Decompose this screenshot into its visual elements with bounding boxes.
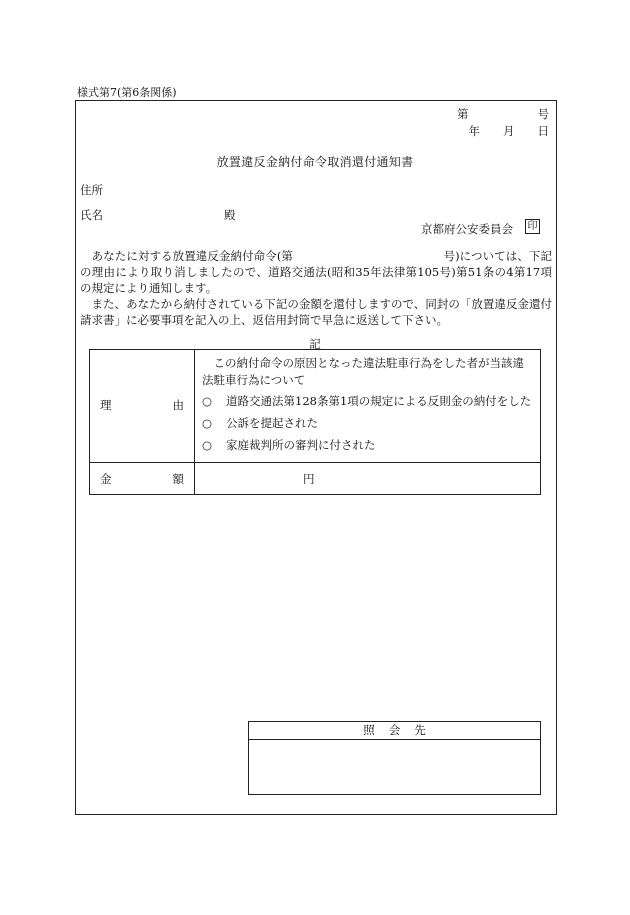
notice-paragraph-2: また、あなたから納付されている下記の金額を還付しますので、同封の「放置違反金還付請求書」に必要事項を記入の上、返信用封筒で早急に返送して下さい。 (80, 297, 552, 327)
seal-stamp: 印 (525, 219, 540, 234)
reason-option (202, 415, 318, 431)
reason-label-left: 理 (100, 398, 112, 412)
document-number: 第 号 (457, 107, 549, 121)
reason-option-text: 道路交通法第128条第1項の規定による反則金の納付をした (226, 394, 532, 408)
issuer-name: 京都府公安委員会 (421, 222, 513, 236)
reason-lead-text: この納付命令の原因となった違法駐車行為をした者が当該違法駐車行為について (202, 356, 524, 387)
form-caption: 様式第7(第6条関係) (77, 86, 177, 99)
circle-mark-icon: ○ (202, 416, 213, 430)
circle-mark-icon: ○ (202, 438, 213, 452)
reference-box (248, 721, 541, 795)
column-divider (194, 350, 195, 494)
reason-option-text: 家庭裁判所の審判に付された (226, 438, 376, 452)
notice-paragraph-1: あなたに対する放置違反金納付命令(第 号)については、下記の理由により取り消しましたので、道路交通法(昭和35年法律第105号)第51条の4第17項の規定により通知します。 (80, 249, 552, 295)
document-title: 放置違反金納付命令取消還付通知書 (216, 155, 414, 169)
ki-heading: 記 (309, 337, 321, 351)
address-label: 住所 (80, 183, 103, 197)
amount-label (90, 471, 194, 487)
amount-label-right: 額 (172, 472, 184, 486)
row-divider (90, 462, 540, 463)
reason-option (202, 393, 531, 409)
amount-unit: 円 (303, 472, 315, 486)
reason-label-right: 由 (172, 398, 184, 412)
reason-label (90, 397, 194, 413)
amount-label-left: 金 (100, 472, 112, 486)
name-label: 氏名 (80, 208, 103, 222)
document-date: 年 月 日 (468, 124, 549, 138)
reference-header: 照会先 (249, 722, 540, 740)
circle-mark-icon: ○ (202, 394, 213, 408)
reason-option (202, 437, 376, 453)
detail-table (89, 349, 541, 495)
honorific: 殿 (224, 208, 236, 222)
reason-option-text: 公訴を提起された (226, 416, 318, 430)
